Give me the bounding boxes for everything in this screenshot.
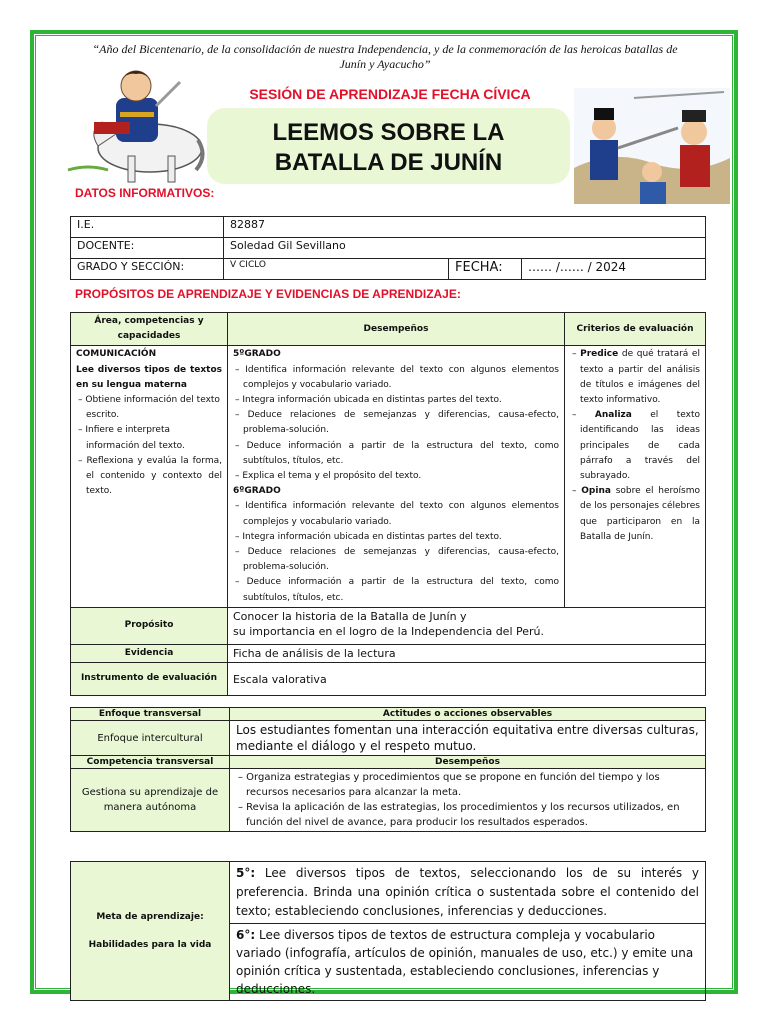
competencia-transversal-value: Gestiona su aprendizaje de manera autónoma	[71, 769, 230, 832]
criterio-verb: Predice	[580, 349, 619, 360]
col-desempenos-header: Desempeños	[228, 313, 565, 346]
criterio-verb: Opina	[581, 486, 611, 497]
instrumento-label: Instrumento de evaluación	[71, 663, 228, 696]
meta-table	[70, 861, 706, 1001]
meta-labels	[71, 862, 230, 1001]
capacidad-item: – Obtiene información del texto escrito.	[78, 395, 220, 421]
capacidad-item: – Reflexiona y evalúa la forma, el contenido y contexto del texto.	[78, 455, 222, 497]
desempenos-cell	[228, 346, 565, 607]
habilidades-label: Habilidades para la vida	[88, 940, 212, 950]
meta-6-text: Lee diversos tipos de textos de estructura compleja y vocabulario variado (infografía, artículos de opinión, manuales de uso, etc.) y emite una opinión crítica y sustentada, estableciendo conclusiones, inferencias y deducciones.	[236, 928, 694, 996]
criterios-cell	[565, 346, 706, 607]
desempeno-item: – Deduce información a partir de la estructura del texto, como subtítulos, títulos, etc.	[235, 440, 559, 466]
col-criterios-header: Criterios de evaluación	[565, 313, 706, 346]
ie-label: I.E.	[71, 217, 224, 238]
meta-5-text: Lee diversos tipos de textos, seleccionando los de su interés y preferencia. Brinda una opinión crítica o sustentada sobre el contenido del texto; estableciendo conclusiones, inferencias y deducciones.	[236, 866, 699, 918]
capacidad-item: – Infiere e interpreta información del texto.	[78, 425, 185, 451]
enfoque-value: Enfoque intercultural	[71, 721, 230, 756]
proposito-label: Propósito	[71, 607, 228, 644]
instrumento-value: Escala valorativa	[228, 663, 706, 696]
area-name: COMUNICACIÓN	[76, 349, 157, 360]
enfoque-table	[70, 707, 706, 832]
ie-value: 82887	[224, 217, 706, 238]
meta-6-grade: 6°:	[236, 928, 256, 942]
desempeno-item: – Deduce información a partir de la estructura del texto, como subtítulos, títulos, etc.	[235, 577, 559, 603]
propositos-table	[70, 312, 706, 696]
desempeno-item: – Integra información ubicada en distintas partes del texto.	[235, 395, 502, 406]
battle-scene-illustration	[574, 88, 730, 204]
grado-value: V CICLO	[224, 259, 449, 280]
hero-on-horse-illustration	[58, 60, 208, 188]
actitudes-value: Los estudiantes fomentan una interacción equitativa entre diversas culturas, mediante el diálogo y el respeto mutuo.	[230, 721, 706, 756]
transversal-desempenos-cell	[230, 769, 706, 832]
criterio-text: el texto identificando las ideas principales de cada párrafo a través del subrayado.	[580, 410, 700, 482]
meta-label: Meta de aprendizaje:	[96, 912, 204, 922]
desempeno-item: – Identifica información relevante del texto con algunos elementos complejos y vocabulario variado.	[235, 501, 559, 527]
page-title	[207, 118, 570, 178]
transversal-desempeno-item: – Revisa la aplicación de las estrategias, los procedimientos y los recursos utilizados, en función del nivel de avance, para producir los resultados esperados.	[238, 802, 680, 828]
actitudes-col-header: Actitudes o acciones observables	[230, 708, 706, 721]
desempeno-item: – Explica el tema y el propósito del texto.	[235, 471, 422, 482]
proposito-line-1: Conocer la historia de la Batalla de Junín y	[233, 609, 467, 623]
datos-table	[70, 216, 706, 280]
proposito-line-2: su importancia en el logro de la Independencia del Perú.	[233, 624, 544, 638]
meta-6-cell	[230, 924, 706, 1001]
datos-heading: DATOS INFORMATIVOS:	[75, 186, 215, 200]
grado-label: GRADO Y SECCIÓN:	[71, 259, 224, 280]
title-line-1: LEEMOS SOBRE LA	[272, 119, 505, 146]
fecha-value: …… /…… / 2024	[522, 259, 706, 280]
grado-6-label: 6ºGRADO	[233, 486, 281, 497]
title-line-2: BATALLA DE JUNÍN	[274, 149, 503, 176]
desempeno-item: – Integra información ubicada en distintas partes del texto.	[235, 531, 502, 542]
col-area-header: Área, competencias y capacidades	[71, 313, 228, 346]
desempeno-item: – Deduce relaciones de semejanzas y diferencias, causa-efecto, problema-solución.	[235, 547, 559, 573]
desempeno-item: – Deduce relaciones de semejanzas y diferencias, causa-efecto, problema-solución.	[235, 410, 559, 436]
criterio-verb: Analiza	[594, 410, 632, 421]
evidencia-value: Ficha de análisis de la lectura	[228, 644, 706, 662]
criterio-item: – Predice de qué tratará el texto a partir del análisis de títulos e imágenes del texto informativo.	[572, 349, 700, 406]
propositos-heading: PROPÓSITOS DE APRENDIZAJE Y EVIDENCIAS DE APRENDIZAJE:	[75, 287, 461, 301]
docente-value: Soledad Gil Sevillano	[224, 238, 706, 259]
meta-5-grade: 5°:	[236, 866, 256, 880]
fecha-label: FECHA:	[449, 259, 522, 280]
area-cell	[71, 346, 228, 607]
criterio-item: – Analiza el texto identificando las ideas principales de cada párrafo a través del subrayado.	[572, 410, 700, 482]
meta-5-cell	[230, 862, 706, 924]
grado-5-label: 5ºGRADO	[233, 349, 281, 360]
bicentenario-quote: “Año del Bicentenario, de la consolidación de nuestra Independencia, y de la conmemoración de las heroicas batallas de Junín y Ayacucho”	[92, 42, 678, 71]
proposito-value	[228, 607, 706, 644]
evidencia-label: Evidencia	[71, 644, 228, 662]
transversal-desempeno-item: – Organiza estrategias y procedimientos que se propone en función del tiempo y los recursos necesarios para alcanzar la meta.	[238, 772, 660, 798]
criterio-text: de qué tratará el texto a partir del análisis de títulos e imágenes del texto informativo.	[580, 349, 700, 406]
competencia-transversal-label: Competencia transversal	[71, 756, 230, 769]
enfoque-col-header: Enfoque transversal	[71, 708, 230, 721]
competencia-name: Lee diversos tipos de textos en su lengua materna	[76, 364, 222, 390]
session-type: SESIÓN DE APRENDIZAJE FECHA CÍVICA	[249, 86, 531, 102]
criterio-item: – Opina sobre el heroísmo de los personajes célebres que participaron en la Batalla de Junín.	[572, 486, 700, 542]
criterio-text: sobre el heroísmo de los personajes célebres que participaron en la Batalla de Junín.	[580, 486, 700, 542]
desempeno-item: – Identifica información relevante del texto con algunos elementos complejos y vocabulario variado.	[235, 364, 559, 390]
desempenos-label: Desempeños	[230, 756, 706, 769]
docente-label: DOCENTE:	[71, 238, 224, 259]
